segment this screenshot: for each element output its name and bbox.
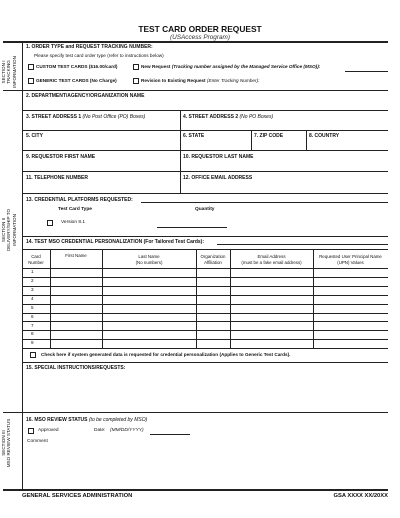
field-1-label: 1. ORDER TYPE and REQUEST TRACKING NUMBER: xyxy=(26,44,153,50)
tracking-number-line[interactable] xyxy=(345,71,388,72)
card-number-cell: 3 xyxy=(31,286,34,292)
field-8-label: 8. COUNTRY xyxy=(309,133,340,139)
comment-label: Comment xyxy=(27,439,48,444)
card-number-cell: 8 xyxy=(31,331,34,337)
row-divider xyxy=(22,348,388,349)
approved-checkbox[interactable] xyxy=(28,428,34,434)
field-11-label: 11. TELEPHONE NUMBER xyxy=(26,175,88,181)
card-number-cell: 7 xyxy=(31,322,34,328)
date-label: Date: xyxy=(94,428,106,433)
field-15-label: 15. SPECIAL INSTRUCTIONS/REQUESTS: xyxy=(26,365,126,371)
revision-request-label: Revision to Existing Request (Enter Tracking Number): xyxy=(141,78,260,83)
table-row[interactable] xyxy=(22,286,388,295)
table-row[interactable] xyxy=(22,321,388,330)
approved-label: Approved xyxy=(38,428,59,433)
table-row[interactable] xyxy=(22,277,388,286)
custom-test-cards-label: CUSTOM TEST CARDS ($16.00/card) xyxy=(36,64,118,69)
test-card-type-header: Test Card Type xyxy=(58,207,92,212)
quantity-header: Quantity xyxy=(195,207,215,212)
personalization-table xyxy=(22,249,388,349)
header-card-number: Card Number xyxy=(28,254,44,265)
header-upn-values: Requested User Principal Name (UPN) Values xyxy=(319,254,382,265)
header-organization-affiliation: Organization Affiliation xyxy=(200,254,226,265)
card-number-cell: 2 xyxy=(31,278,34,284)
system-generated-data-label: Check here if system generated data is requested for credential personalization (Applies to Generic Test Cards). xyxy=(41,352,291,357)
custom-test-cards-checkbox[interactable] xyxy=(28,64,34,70)
field-4-label: 4. STREET ADDRESS 2 (No PO Boxes) xyxy=(183,114,274,120)
section-3-label: SECTION III MSO REVIEW STATUS xyxy=(1,418,12,468)
generic-test-cards-checkbox[interactable] xyxy=(28,78,34,84)
form-subtitle: (USAccess Program) xyxy=(169,33,230,41)
field-16-label: 16. MSO REVIEW STATUS (to be completed by MSO) xyxy=(26,417,148,423)
card-number-cell: 4 xyxy=(31,295,34,301)
footer-form-number: GSA XXXX XX/20XX xyxy=(333,493,388,499)
approval-date-line[interactable] xyxy=(150,434,190,435)
version-8-1-checkbox[interactable] xyxy=(47,220,53,226)
footer-agency: GENERAL SERVICES ADMINISTRATION xyxy=(22,493,133,499)
table-row[interactable] xyxy=(22,330,388,339)
field-7-label: 7. ZIP CODE xyxy=(254,133,284,139)
table-row[interactable] xyxy=(22,313,388,322)
header-email-address: Email Address (must be a fake email address) xyxy=(241,254,302,265)
card-number-cell: 9 xyxy=(31,340,34,346)
generic-test-cards-label: GENERIC TEST CARDS (No Charge) xyxy=(36,78,117,83)
field-12-label: 12. OFFICE EMAIL ADDRESS xyxy=(183,175,253,181)
bottom-rule xyxy=(3,489,388,491)
field-3-label: 3. STREET ADDRESS 1 (No Post Office (PO) Boxes) xyxy=(26,114,146,120)
field-9-label: 9. REQUESTOR FIRST NAME xyxy=(26,154,96,160)
header-last-name: Last Name (No numbers) xyxy=(135,254,163,265)
field-1-note: Please specify test card order type (refer to instructions below) xyxy=(34,53,164,58)
field-10-label: 10. REQUESTOR LAST NAME xyxy=(183,154,254,160)
header-first-name: First Name xyxy=(65,253,87,258)
date-format-hint: (MM/DD/YYYY) xyxy=(110,428,144,433)
field-2-label: 2. DEPARTMENT/AGENCY/ORGANIZATION NAME xyxy=(26,93,145,99)
section-2-label: SECTION II DELIVERY/SHIP TO INFORMATION xyxy=(1,208,17,252)
table-row[interactable] xyxy=(22,304,388,313)
new-request-label: New Request (Tracking number assigned by the Managed Service Office (MSO)): xyxy=(141,64,321,69)
field-6-label: 6. STATE xyxy=(183,133,205,139)
card-number-cell: 5 xyxy=(31,304,34,310)
table-row[interactable] xyxy=(22,268,388,277)
revision-request-checkbox[interactable] xyxy=(133,78,139,84)
table-row[interactable] xyxy=(22,295,388,304)
version-8-1-label: Version 8.1 xyxy=(61,220,86,225)
field-13-label: 13. CREDENTIAL PLATFORMS REQUESTED: xyxy=(26,197,133,203)
field-5-label: 5. CITY xyxy=(26,133,43,139)
section-2-end xyxy=(3,412,388,413)
section-1-label: SECTION I TRACKING INFORMATION xyxy=(1,56,17,88)
system-generated-data-checkbox[interactable] xyxy=(30,352,36,358)
section-1-end xyxy=(3,90,388,91)
new-request-checkbox[interactable] xyxy=(133,64,139,70)
form-title: TEST CARD ORDER REQUEST xyxy=(138,24,262,34)
card-number-cell: 1 xyxy=(31,269,34,275)
top-rule xyxy=(3,41,388,43)
table-row[interactable] xyxy=(22,339,388,348)
version-8-1-quantity-line[interactable] xyxy=(157,227,227,228)
card-number-cell: 6 xyxy=(31,313,34,319)
field-14-label: 14. TEST MSO CREDENTIAL PERSONALIZATION (For Tailored Test Cards): xyxy=(26,239,204,245)
